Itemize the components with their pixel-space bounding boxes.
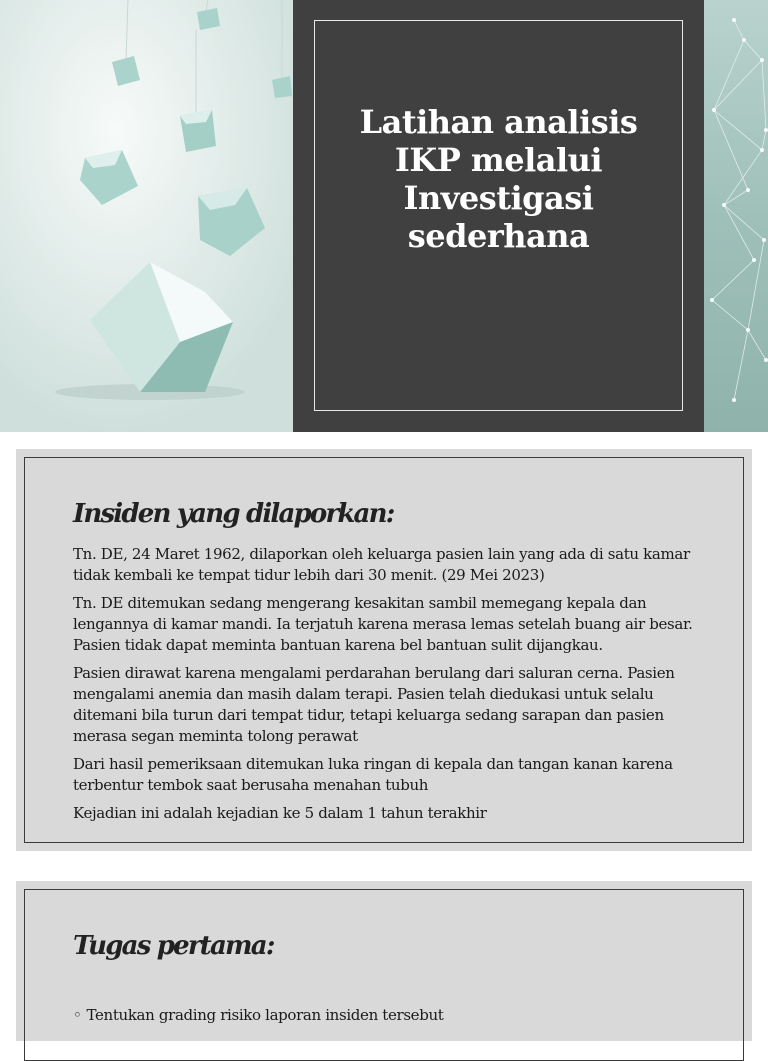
slide-title	[293, 103, 704, 255]
task-list	[73, 1005, 713, 1026]
incident-paragraph-4: Dari hasil pemeriksaan ditemukan luka ringan di kepala dan tangan kanan karena terbentur tembok saat berusaha menahan tubuh	[73, 755, 673, 794]
network-pattern-illustration	[704, 0, 768, 432]
floating-cubes-illustration	[0, 0, 293, 432]
task-heading: Tugas pertama:	[73, 931, 274, 961]
task-item-1: ◦ Tentukan grading risiko laporan insiden tersebut	[73, 1005, 713, 1026]
network-nodes-icon	[704, 0, 768, 432]
title-slide	[0, 0, 768, 432]
title-line-4: sederhana	[407, 217, 590, 255]
incident-paragraph-5: Kejadian ini adalah kejadian ke 5 dalam 1 tahun terakhir	[73, 804, 487, 822]
title-line-3: Investigasi	[403, 179, 594, 217]
incident-paragraph-1: Tn. DE, 24 Maret 1962, dilaporkan oleh keluarga pasien lain yang ada di satu kamar tidak kembali ke tempat tidur lebih dari 30 menit. (29 Mei 2023)	[73, 545, 690, 584]
incident-heading: Insiden yang dilaporkan:	[73, 499, 394, 529]
task-slide	[16, 881, 752, 1041]
title-panel	[293, 0, 704, 432]
incident-slide	[16, 449, 752, 851]
task-frame	[24, 889, 744, 1061]
title-line-1: Latihan analisis	[359, 103, 638, 141]
title-line-2: IKP melalui	[394, 141, 603, 179]
incident-paragraph-3: Pasien dirawat karena mengalami perdarahan berulang dari saluran cerna. Pasien mengalami anemia dan masih dalam terapi. Pasien telah diedukasi untuk selalu ditemani bila turun dari tempat tidur, tetapi keluarga sedang sarapan dan pasien merasa segan meminta tolong perawat	[73, 664, 675, 745]
incident-paragraph-2: Tn. DE ditemukan sedang mengerang kesakitan sambil memegang kepala dan lengannya di kamar mandi. Ia terjatuh karena merasa lemas setelah buang air besar. Pasien tidak dapat meminta bantuan karena bel bantuan sulit dijangkau.	[73, 594, 693, 654]
incident-body	[73, 544, 713, 831]
